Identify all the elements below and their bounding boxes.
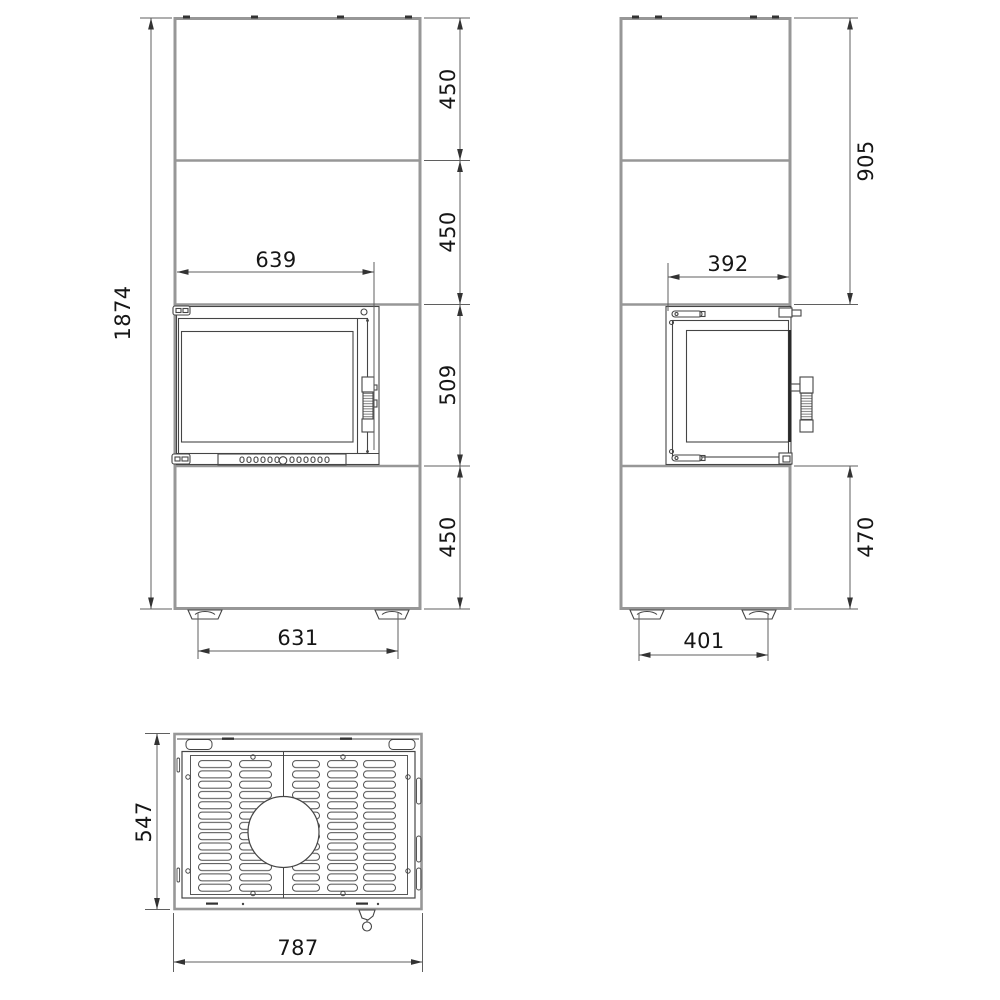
dim-label-side-base-height: 470 — [854, 516, 878, 558]
dim-label-front-seg-door: 509 — [436, 364, 460, 406]
dim-label-front-seg-top: 450 — [436, 68, 460, 110]
dim-label-top-depth: 547 — [132, 801, 156, 843]
dim-label-front-door-width: 639 — [255, 248, 297, 272]
top-latch — [359, 910, 375, 931]
side-feet — [630, 610, 776, 619]
side-door-hinge-top — [672, 311, 705, 317]
side-door-bracket-bottom — [779, 453, 792, 464]
front-door — [172, 306, 379, 465]
dim-label-front-seg-bottom: 450 — [436, 516, 460, 558]
side-door-hinge-bottom — [672, 455, 705, 461]
dim-label-side-upper-height: 905 — [854, 140, 878, 182]
dim-label-front-feet-span: 631 — [277, 626, 319, 650]
front-door-outline — [177, 307, 380, 465]
side-door-bracket-top — [779, 308, 801, 317]
dim-label-side-door-depth: 392 — [707, 252, 749, 276]
top-view — [175, 734, 422, 931]
dim-label-side-feet-span: 401 — [683, 629, 725, 653]
dim-label-top-width: 787 — [277, 936, 319, 960]
side-door — [666, 307, 813, 465]
top-flue-circle — [248, 797, 319, 868]
dim-label-front-total-height: 1874 — [111, 285, 135, 341]
dim-label-front-seg-mid: 450 — [436, 211, 460, 253]
front-door-hinge-top — [173, 306, 190, 315]
front-view — [172, 16, 420, 620]
side-door-handle — [791, 377, 813, 432]
front-feet — [188, 610, 409, 619]
side-view — [621, 16, 813, 620]
